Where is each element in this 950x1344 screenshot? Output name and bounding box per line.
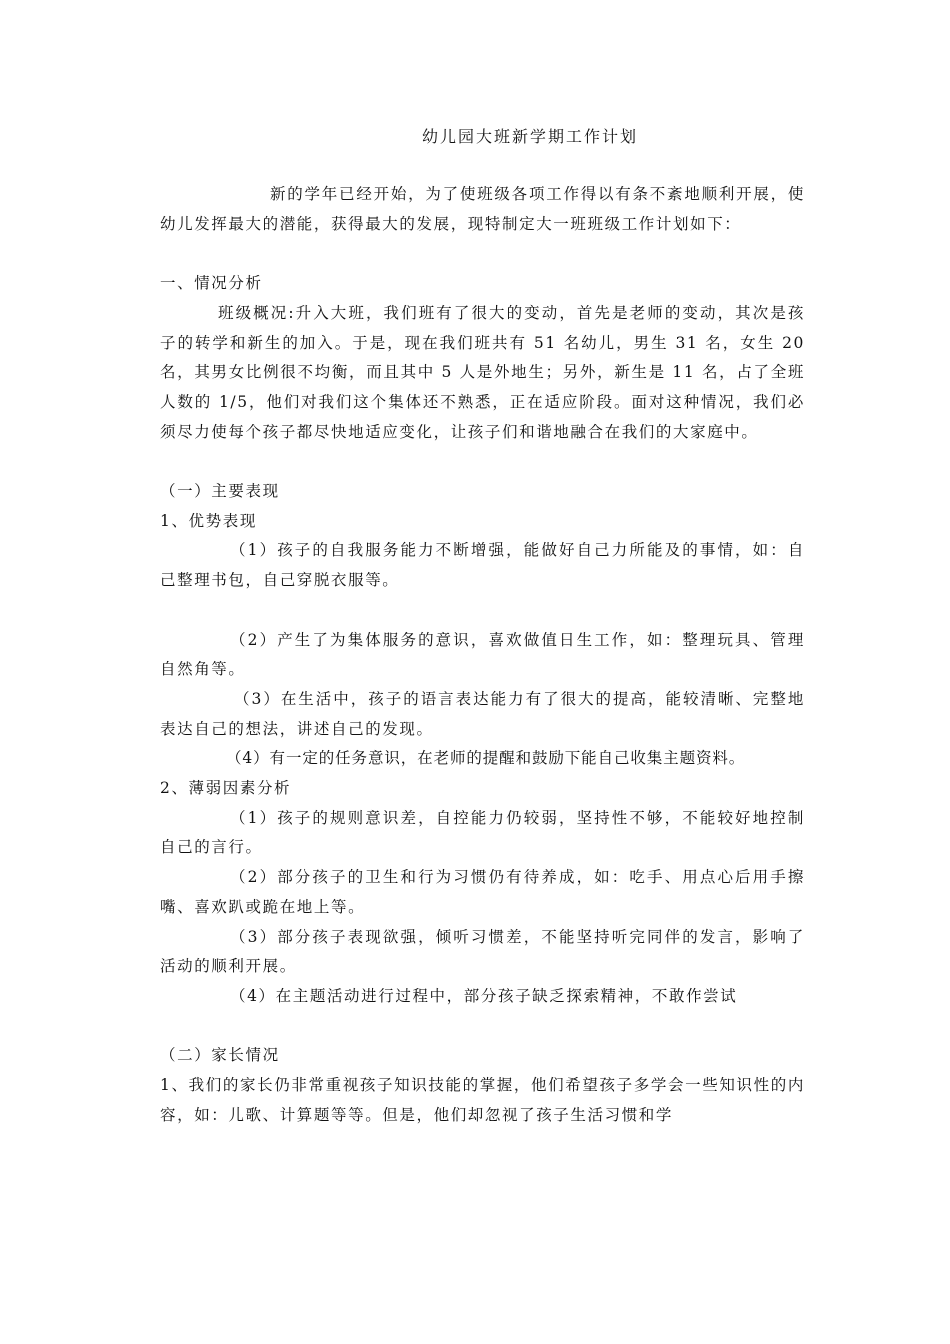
weakness-item: （1）孩子的规则意识差，自控能力仍较弱，坚持性不够，不能较好地控制自己的言行。: [160, 808, 805, 857]
section-heading-analysis: 一、情况分析: [160, 274, 263, 293]
spacer: [160, 596, 805, 626]
intro-paragraph: 新的学年已经开始，为了使班级各项工作得以有条不紊地顺利开展，使幼儿发挥最大的潜能，获得最大的发展，现特制定大一班班级工作计划如下：: [160, 185, 805, 233]
weakness-item: （3）部分孩子表现欲强，倾听习惯差，不能坚持听完同伴的发言，影响了活动的顺利开展。: [160, 927, 805, 976]
subsection-heading-parents: （二）家长情况: [160, 1046, 280, 1065]
weakness-item: （2）部分孩子的卫生和行为习惯仍有待养成，如：吃手、用点心后用手擦嘴、喜欢趴或跪在地上等。: [160, 868, 805, 916]
spacer: [160, 1012, 805, 1042]
strength-item: （3）在生活中，孩子的语言表达能力有了很大的提高，能较清晰、完整地表达自己的想法，讲述自己的发现。: [160, 689, 805, 738]
document-title: 幼儿园大班新学期工作计划: [421, 127, 638, 146]
class-overview-paragraph: 班级概况:升入大班，我们班有了很大的变动，首先是老师的变动，其次是孩子的转学和新生的加入。于是，现在我们班共有 51 名幼儿，男生 31 名，女生 20 名，其男女比例很不均衡，而且其中 5 人是外地生；另外，新生是 11 名，占了全班人数的 1/5，他们对我们这个集体还不熟悉，正在适应阶段。面对这种情况，我们必须尽力使每个孩子都尽快地适应变化，让孩子们和谐地融合在我们的大家庭中。: [160, 303, 805, 441]
spacer: [160, 239, 805, 269]
strengths-heading: 1、优势表现: [160, 511, 257, 530]
subsection-heading-performance: （一）主要表现: [160, 482, 280, 500]
document-body: [160, 180, 805, 1130]
spacer: [160, 447, 805, 477]
weakness-item: （4）在主题活动进行过程中，部分孩子缺乏探索精神，不敢作尝试: [230, 986, 738, 1005]
strength-item: （4）有一定的任务意识，在老师的提醒和鼓励下能自己收集主题资料。: [226, 749, 746, 768]
strength-item: （2）产生了为集体服务的意识，喜欢做值日生工作，如：整理玩具、管理自然角等。: [160, 630, 805, 679]
parents-item: 1、我们的家长仍非常重视孩子知识技能的掌握，他们希望孩子多学会一些知识性的内容，如：儿歌、计算题等等。但是，他们却忽视了孩子生活习惯和学: [160, 1076, 805, 1124]
weaknesses-heading: 2、薄弱因素分析: [160, 779, 292, 798]
strength-item: （1）孩子的自我服务能力不断增强，能做好自己力所能及的事情，如：自己整理书包，自己穿脱衣服等。: [160, 541, 805, 590]
